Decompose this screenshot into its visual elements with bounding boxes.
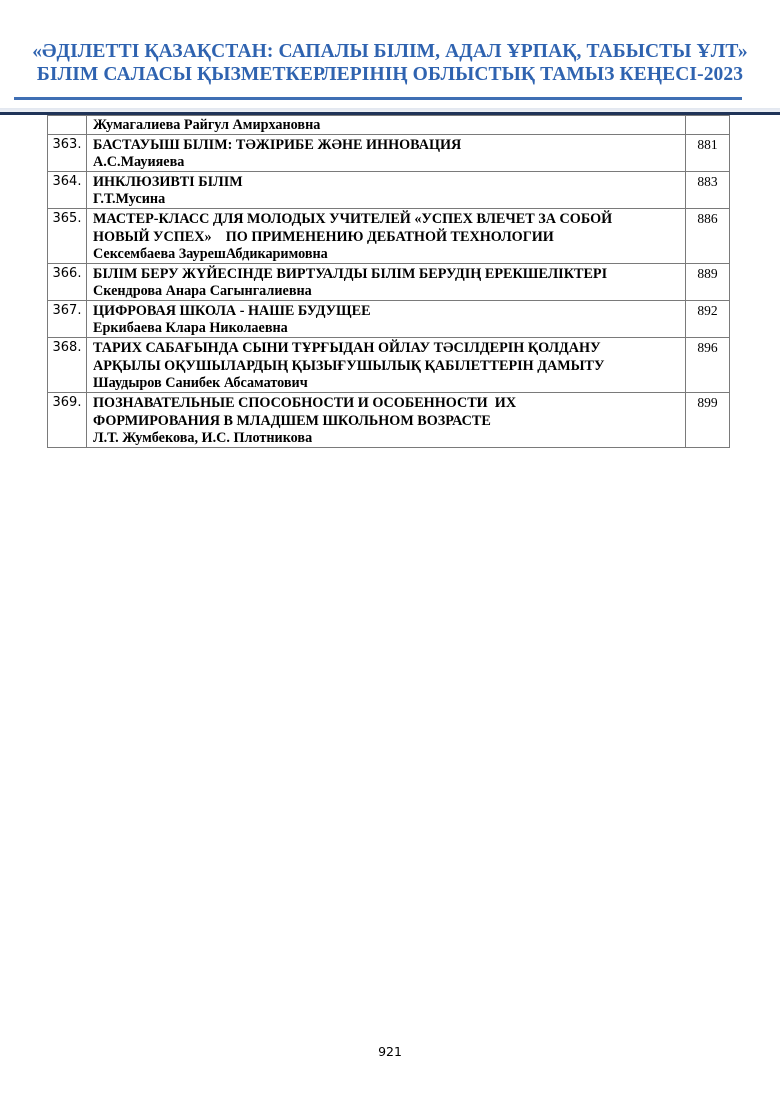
entry-number: 369. (48, 393, 87, 448)
entry-page: 896 (686, 338, 730, 393)
header-line-1: «ӘДІЛЕТТІ ҚАЗАҚСТАН: САПАЛЫ БІЛІМ, АДАЛ ҰРПАҚ, ТАБЫСТЫ ҰЛТ» (32, 41, 748, 62)
entry-author: Л.Т. Жумбекова, И.С. Плотникова (93, 430, 313, 446)
entry-number: 364. (48, 172, 87, 209)
entry-author: Г.Т.Мусина (93, 191, 166, 207)
entry-number: 365. (48, 209, 87, 264)
entry-author: Сексембаева ЗаурешАбдикаримовна (93, 246, 328, 262)
entry-title (93, 394, 679, 430)
entry-title-line: ФОРМИРОВАНИЯ В МЛАДШЕМ ШКОЛЬНОМ ВОЗРАСТЕ (93, 413, 491, 429)
conference-header (0, 40, 780, 86)
table-row (48, 301, 730, 338)
table-row (48, 135, 730, 172)
entry-title (93, 339, 679, 375)
entry-number: 363. (48, 135, 87, 172)
header-rule (14, 97, 742, 100)
entry-page: 886 (686, 209, 730, 264)
entry-title-line: НОВЫЙ УСПЕХ» ПО ПРИМЕНЕНИЮ ДЕБАТНОЙ ТЕХНОЛОГИИ (93, 229, 554, 245)
entry-title: ЦИФРОВАЯ ШКОЛА - НАШЕ БУДУЩЕЕ (93, 303, 371, 319)
entry-page: 892 (686, 301, 730, 338)
entry-title: БАСТАУЫШ БІЛІМ: ТӘЖІРИБЕ ЖӘНЕ ИННОВАЦИЯ (93, 137, 462, 153)
header-divider (0, 108, 780, 115)
entry-title-line: ТАРИХ САБАҒЫНДА СЫНИ ТҰРҒЫДАН ОЙЛАУ ТӘСІЛДЕРІН ҚОЛДАНУ (93, 340, 601, 356)
entry-number: 366. (48, 264, 87, 301)
entry-number: 368. (48, 338, 87, 393)
table-of-contents (47, 115, 730, 448)
entry-title-line: ПОЗНАВАТЕЛЬНЫЕ СПОСОБНОСТИ И ОСОБЕННОСТИ ИХ (93, 395, 517, 411)
entry-page (686, 116, 730, 135)
entry-author: Скендрова Анара Сагынгалиевна (93, 283, 312, 299)
entry-number: 367. (48, 301, 87, 338)
table-row (48, 338, 730, 393)
entry-author: Шаудыров Санибек Абсаматович (93, 375, 308, 391)
table-row (48, 172, 730, 209)
table-row (48, 116, 730, 135)
entry-title (93, 210, 679, 246)
entry-title-line: МАСТЕР-КЛАСС ДЛЯ МОЛОДЫХ УЧИТЕЛЕЙ «УСПЕХ ВЛЕЧЕТ ЗА СОБОЙ (93, 211, 613, 227)
entry-author: Еркибаева Клара Николаевна (93, 320, 288, 336)
entry-number (48, 116, 87, 135)
header-line-2: БІЛІМ САЛАСЫ ҚЫЗМЕТКЕРЛЕРІНІҢ ОБЛЫСТЫҚ ТАМЫЗ КЕҢЕСІ-2023 (36, 64, 744, 85)
entry-page: 881 (686, 135, 730, 172)
table-row (48, 393, 730, 448)
page-number: 921 (378, 1044, 402, 1059)
entry-title-line: АРҚЫЛЫ ОҚУШЫЛАРДЫҢ ҚЫЗЫҒУШЫЛЫҚ ҚАБІЛЕТТЕРІН ДАМЫТУ (93, 358, 605, 374)
entry-author: А.С.Мауияева (93, 154, 185, 170)
entry-title: БІЛІМ БЕРУ ЖҮЙЕСІНДЕ ВИРТУАЛДЫ БІЛІМ БЕРУДІҢ ЕРЕКШЕЛІКТЕРІ (93, 266, 608, 282)
entry-page: 899 (686, 393, 730, 448)
table-row (48, 209, 730, 264)
entry-author: Жумагалиева Райгул Амирхановна (93, 117, 321, 133)
entry-page: 889 (686, 264, 730, 301)
entry-title: ИНКЛЮЗИВТІ БІЛІМ (93, 174, 243, 190)
entry-page: 883 (686, 172, 730, 209)
table-row (48, 264, 730, 301)
